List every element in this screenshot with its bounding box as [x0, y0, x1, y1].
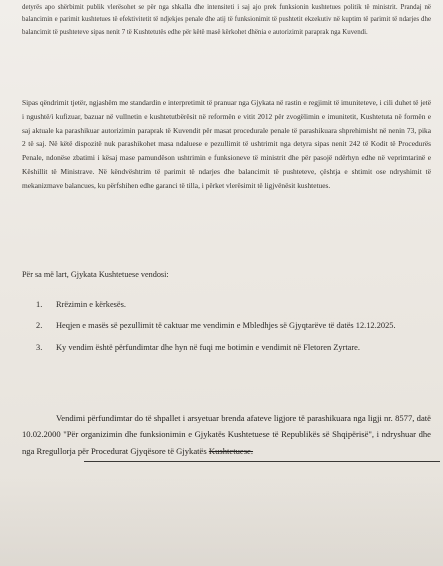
page-shadow	[0, 476, 443, 566]
publication-note-end: Kushtetuese.	[208, 445, 254, 456]
decision-item	[36, 341, 429, 355]
decision-text: Ky vendim është përfundimtar dhe hyn në fuqi me botimin e vendimit në Fletoren Zyrtare.	[56, 342, 360, 352]
decision-text: Rrëzimin e kërkesës.	[56, 300, 126, 309]
paragraph-reasoning-first-view: detyrës apo shërbimit publik vlerësohet se për nga shkalla dhe intensiteti i saj ajo prek funksionin kushtetues politik të ministrit. Prandaj në balancimin e parimit kushtetues të efektivitetit të ndjekjes penale dhe atij të funksionimit të pushtetit ekzekutiv në kuptim të parimit të ndarjes dhe balancimit të pushteteve sipas nenit 7 të Kushtetutës edhe për këtë masë kërkohet dhënia e autorizimit paraprak nga Kuvendi.	[22, 4, 431, 36]
closing-line	[84, 461, 440, 462]
decision-number: 3.	[36, 342, 43, 352]
decision-number: 2.	[36, 321, 43, 331]
paragraph-publication-note	[22, 410, 431, 459]
paragraph-decision-intro: Për sa më lart, Gjykata Kushtetuese vendosi:	[22, 270, 169, 279]
decision-number: 1.	[36, 300, 43, 309]
paragraph-reasoning-second-view: Sipas qëndrimit tjetër, ngjashëm me standardin e interpretimit të pranuar nga Gjykata në rastin e regjimit të imuniteteve, i cili duhet të jetë i ngushtë/i kufizuar, bazuar në vullnetin e kushtetutbërësit në reformën e vitit 2012 për zvogëlimin e imunitetit, Kushtetuta në formën e saj aktuale ka parashikuar autorizimin paraprak të Kuvendit për masat procedurale penale të parashikuara shprehimisht në nenin 73, pika 2 të saj. Në këtë dispozitë nuk parashikohet masa ndaluese e pezullimit të ushtrimit nga detyra sipas nenit 242 të Kodit të Procedurës Penale, ndonëse zbatimi i kësaj mase pamundëson ushtrimin e funksioneve të ministrit dhe për pasojë ndërhyn edhe në veprimtarinë e Këshillit të Ministrave. Në këndvështrim të parimit të ndarjes dhe balancimit të pushteteve, çështja e shtimit ose ndryshimit të mekanizmave balancues, ku përfshihen edhe garanci të tilla, i përket vlerësimit të ligjvënësit kushtetues.	[22, 98, 431, 190]
decision-text: Heqjen e masës së pezullimit të caktuar me vendimin e Mbledhjes së Gjyqtarëve të datës 12.12.2025.	[56, 321, 396, 331]
publication-note-text: Vendimi përfundimtar do të shpallet i arsyetuar brenda afateve ligjore të parashikuara nga ligji nr. 8577, datë 10.02.2000 "Për organizimin dhe funksionimin e Gjykatës Kushtetuese të Republikës së Shqipërisë", i ndryshuar dhe nga Rregullorja për Procedurat Gjyqësore të Gjykatës	[22, 413, 431, 456]
decision-item	[36, 319, 429, 333]
decision-item	[36, 298, 429, 312]
decision-list	[36, 298, 429, 362]
